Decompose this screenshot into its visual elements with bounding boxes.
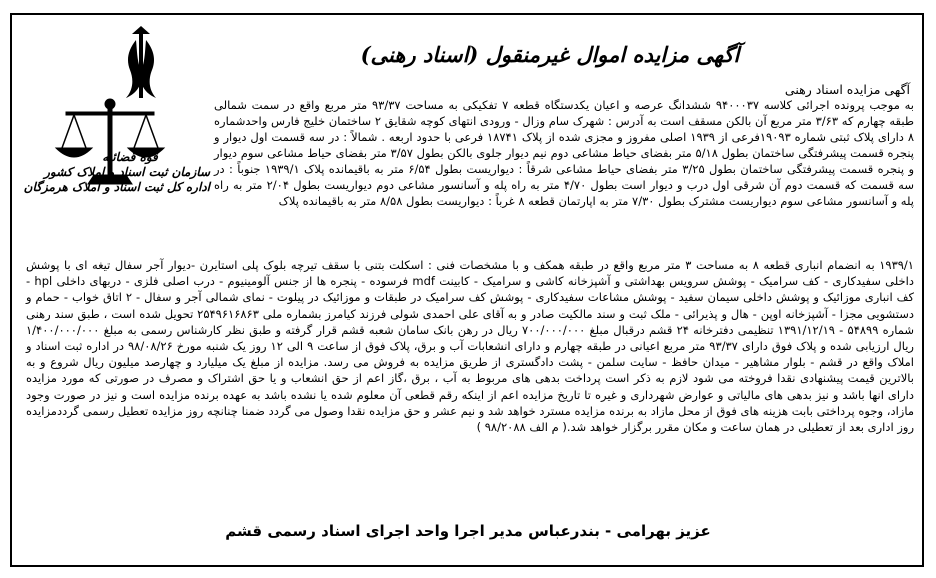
notice-subheading: آگهی مزایده اسناد رهنی [784, 82, 910, 97]
organization-block [23, 150, 210, 195]
notice-title-wrap [360, 36, 740, 72]
org-line-registration: سازمان ثبت اسناد و املاک کشور [44, 165, 210, 179]
allah-emblem-icon [126, 26, 156, 98]
notice-signature: عزیز بهرامی - بندرعباس مدیر اجرا واحد اجرای اسناد رسمی قشم [225, 522, 711, 540]
notice-title: آگهی مزایده اموال غیرمنقول (اسناد رهنی) [360, 41, 740, 67]
iran-emblem-icon [36, 20, 186, 240]
notice-body-full: ۱۹۳۹/۱ به انضمام انباری قطعه ۸ به مساحت ۳ متر مربع واقع در طبقه همکف و با مشخصات فنی : اسکلت بتنی با سقف تیرچه بلوک پلی استایرن -دیوار آجر سفال تیغه ای با پوشش داخلی سفیدکاری - کف سرامیک - پوشش سرویس بهداشتی و آشپزخانه کاشی و سرامیک - کابینت mdf فرسوده - پنجره ها از جنس آلومینیوم - درب اصلی فلزی - دربهای داخلی hpl - کف انباری موزائیک و پوشش داخلی سیمان سفید - پوشش مشاعات سفیدکاری - پوشش کف سرامیک در طبقات و موزائیک در پیلوت - نمای شمالی آجر و سفال - ۲ اتاق خواب - حمام و دستشویی مجزا - آشپزخانه اوپن - هال و پذیرائی - ملک ثبت و سند مالکیت صادر و به آقای علی احمدی شولی فرزند کیامرز بشماره ملی ۲۵۴۹۶۱۶۸۶۳ تحویل شده است ، طبق سند رهنی شماره ۵۴۸۹۹ - ۱۳۹۱/۱۲/۱۹ تنظیمی دفترخانه ۲۴ قشم درقبال مبلغ ۷۰۰/۰۰۰/۰۰۰ ریال در رهن بانک سامان شعبه قشم قرار گرفته و طبق نظر کارشناس رسمی به مبلغ ۱/۴۰۰/۰۰۰/۰۰۰ ریال ارزیابی شده و پلاک فوق دارای ۹۳/۳۷ متر مربع اعیانی در طبقه چهارم و دارای انشعابات آب و برق، پلاک فوق از ساعت ۹ الی ۱۲ روز یک شنبه مورخ ۹۸/۰۸/۲۶ در اداره ثبت اسناد و املاک واقع در قشم - بلوار مشاهیر - میدان حافظ - سایت سلمن - پشت دادگستری از طریق مزایده به فروش می رسد. مزایده از مبلغ یک میلیارد و چهارصد میلیون ریال شروع و به بالاترین قیمت پیشنهادی نقدا فروخته می شود لازم به ذکر است پرداخت بدهی های مربوط به آب ، برق ،گاز اعم از حق انشعاب و یا حق اشتراک و مصرف در صورتی که مورد مزایده دارای انها باشد و نیز بدهی های مالیاتی و عوارض شهرداری و غیره تا تاریخ مزایده اعم از اینکه رقم قطعی آن معلوم شده یا نشده باشد به عهده برنده مزایده است و نیز در صورت وجود مازاد، وجوه پرداختی بابت هزینه های فوق از محل مازاد به برنده مزایده مسترد خواهد شد و نیم عشر و حق مزایده نقدا وصول می گردد ضمنا چنانچه روز مزایده تعطیل رسمی گرددمزایده روز اداری بعد از تعطیلی در همان ساعت و مکان مقرر برگزار خواهد شد.( م الف ۹۸/۲۰۸۸ ) [26, 258, 914, 435]
org-line-judiciary: قوه قضائیه [102, 150, 158, 164]
notice-body-top: به موجب پرونده اجرائی کلاسه ۹۴۰۰۰۳۷ ششدانگ عرصه و اعیان یکدستگاه قطعه ۷ تفکیکی به مساحت ۹۳/۳۷ متر مربع واقع در سمت شمالی طبقه چهارم که ۳/۶۳ متر مربع آن بالکن مسقف است به آدرس : شهرک سام وزال - ورودی انتهای کوچه شقایق ۲ ساختمان خلیج فارس واحدشماره ۸ دارای پلاک ثبتی شماره ۱۹۰۹۳فرعی از ۱۹۳۹ اصلی مفروز و مجزی شده از پلاک ۱۸۷۴۱ فرعی با حدود اربعه . شمالاً : در سه قسمت اول دیوار و پنجره قسمت پیشرفتگی ساختمان بطول ۵/۱۸ متر بفضای حیاط مشاعی دوم نیم دیوار جلوی بالکن بطول ۳/۵۷ متر بفضای حیاط مشاعی سوم دیوار و پنجره قسمت پیشرفتگی ساختمان بطول ۳/۲۵ متر بفضای حیاط مشاعی شرقاً : دیواریست بطول ۶/۵۴ متر به باقیمانده پلاک ۱۹۳۹/۱ جنوباً : در سه قسمت که قسمت دوم آن شرقی اول درب و دیوار است بطول ۴/۷۰ متر به راه پله و آسانسور مشاعی دوم دیواریست بطول ۲/۰۴ متر به راه پله و آسانسور مشاعی سوم دیواریست مشترک بطول ۷/۳۰ متر به اپارتمان قطعه ۸ غرباً : دیواریست بطول ۸/۵۸ متر به باقیمانده پلاک [214, 98, 915, 208]
org-line-hormozgan: اداره کل ثبت اسناد و املاک هرمزگان [23, 180, 210, 194]
